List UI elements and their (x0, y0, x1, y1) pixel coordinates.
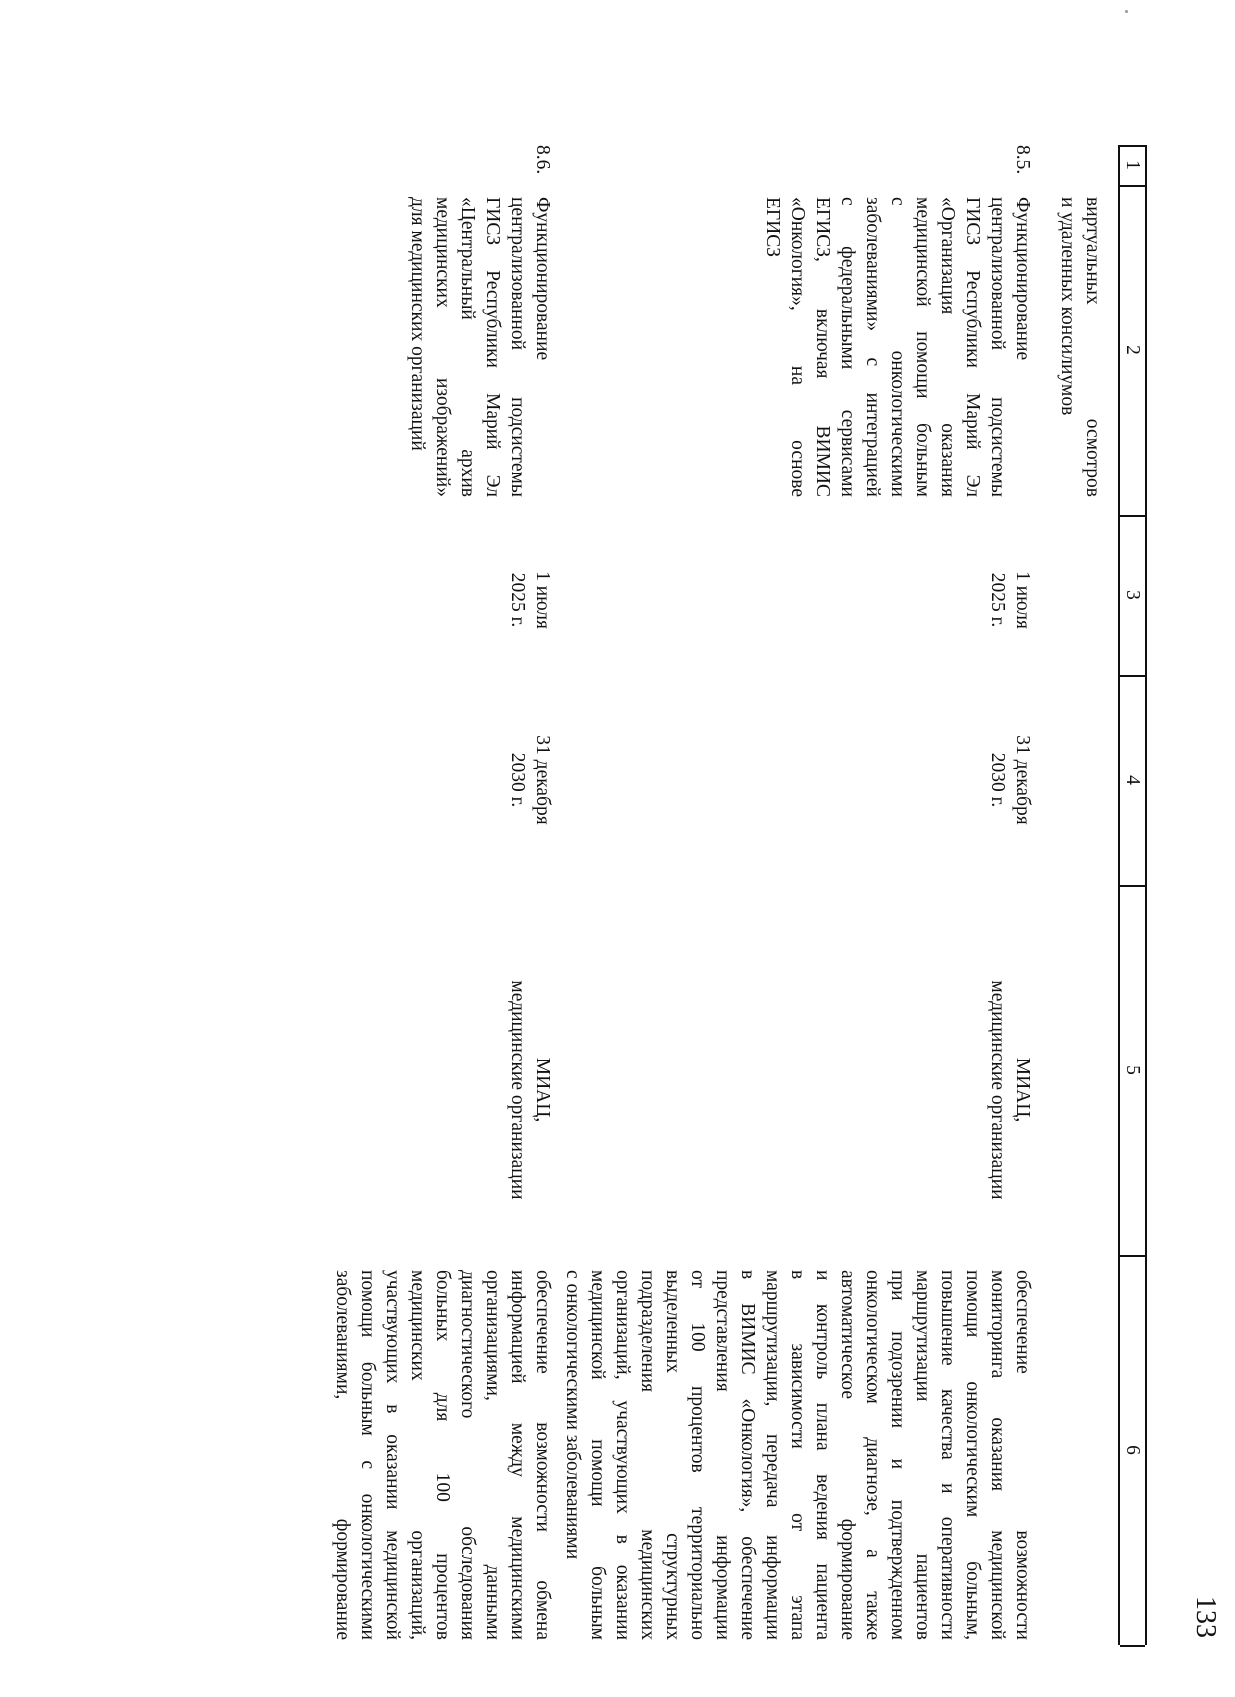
text-line: медицинские организации (987, 980, 1008, 1200)
event-description (405, 197, 555, 497)
event-description (760, 197, 1035, 497)
text-line: маршрутизации пациентов (912, 1270, 933, 1640)
continuation-line: виртуальных осмотров (1082, 197, 1103, 497)
text-line: 2025 г. (507, 572, 528, 628)
text-line: централизованной подсистемы (507, 197, 528, 497)
text-line: с онкологическими заболеваниями (562, 1270, 583, 1560)
text-line: повышение качества и оперативности (937, 1270, 958, 1640)
text-line: маршрутизации, передача информации (762, 1270, 783, 1640)
text-line: с федеральными сервисами (837, 197, 858, 497)
continuation-text (1055, 197, 1105, 497)
text-line: участвующих в оказании медицинской (382, 1270, 403, 1640)
text-line: 31 декабря (532, 735, 553, 825)
column-number-6: 6 (1122, 1445, 1143, 1455)
text-line: информацией между медицинскими (507, 1270, 528, 1640)
responsible-party (505, 925, 555, 1255)
row-number: 8.6. (532, 145, 553, 175)
start-date (505, 545, 555, 655)
text-line: больных для 100 процентов (432, 1270, 453, 1640)
text-line: для медицинских организаций (407, 197, 428, 451)
rotated-document-page (225, 145, 1235, 1695)
page-number: 133 (1190, 1596, 1221, 1638)
end-date (505, 705, 555, 855)
text-line: в зависимости от этапа (787, 1270, 808, 1640)
text-line: медицинских изображений» (432, 197, 453, 497)
column-number-1: 1 (1122, 160, 1143, 170)
column-number-row (1118, 145, 1147, 1645)
scan-speck (1125, 10, 1128, 13)
text-line: медицинской помощи больным (912, 197, 933, 497)
text-line: Функционирование (532, 197, 553, 361)
text-line: организациями, данными (482, 1270, 503, 1640)
text-line: 1 июля (1012, 571, 1033, 629)
text-line: централизованной подсистемы (987, 197, 1008, 497)
text-line: организаций, участвующих в оказании (612, 1270, 633, 1640)
text-line: помощи онкологическим больным, (962, 1270, 983, 1640)
text-line: «Центральный архив (457, 197, 478, 497)
text-line: представления информации (712, 1270, 733, 1640)
column-divider (1120, 1645, 1145, 1647)
text-line: медицинские организации (507, 980, 528, 1200)
text-line: 2025 г. (987, 572, 1008, 628)
text-line: «Онкология», на основе (787, 197, 808, 497)
text-line: 1 июля (532, 571, 553, 629)
text-line: подразделения медицинских (637, 1270, 658, 1640)
text-line: ГИСЗ Республики Марий Эл (482, 197, 503, 497)
start-date (985, 545, 1035, 655)
text-line: при подозрении и подтвержденном (887, 1270, 908, 1640)
column-number-2: 2 (1122, 345, 1143, 355)
column-number-4: 4 (1122, 775, 1143, 785)
text-line: с онкологическими (887, 197, 908, 497)
text-line: 31 декабря (1012, 735, 1033, 825)
text-line: онкологическом диагнозе, а также (862, 1270, 883, 1640)
row-number: 8.5. (1012, 145, 1033, 175)
text-line: 2030 г. (987, 752, 1008, 808)
text-line: мониторинга оказания медицинской (987, 1270, 1008, 1640)
expected-result (560, 1270, 1035, 1640)
text-line: ЕГИСЗ, включая ВИМИС (812, 197, 833, 497)
text-line: заболеваниями, формирование (332, 1270, 353, 1640)
text-line: медицинских организаций, (407, 1270, 428, 1640)
continuation-line: и удаленных консилиумов (1057, 197, 1078, 416)
text-line: обеспечение возможности (1012, 1270, 1033, 1640)
text-line: заболеваниями» с интеграцией (862, 197, 883, 497)
end-date (985, 705, 1035, 855)
text-line: «Организация оказания (937, 197, 958, 497)
text-line: и контроль плана ведения пациента (812, 1270, 833, 1640)
text-line: ГИСЗ Республики Марий Эл (962, 197, 983, 497)
text-line: от 100 процентов территориально (687, 1270, 708, 1640)
text-line: Функционирование (1012, 197, 1033, 361)
text-line: автоматическое формирование (837, 1270, 858, 1640)
column-number-3: 3 (1122, 590, 1143, 600)
column-number-5: 5 (1122, 1065, 1143, 1075)
text-line: МИАЦ, (1012, 1057, 1033, 1123)
text-line: помощи больным с онкологическими (357, 1270, 378, 1640)
expected-result (330, 1270, 555, 1640)
text-line: диагностического обследования (457, 1270, 478, 1640)
text-line: в ВИМИС «Онкология», обеспечение (737, 1270, 758, 1640)
responsible-party (985, 925, 1035, 1255)
text-line: 2030 г. (507, 752, 528, 808)
text-line: медицинской помощи больным (587, 1270, 608, 1640)
text-line: выделенных структурных (662, 1270, 683, 1640)
text-line: ЕГИСЗ (762, 197, 783, 258)
text-line: обеспечение возможности обмена (532, 1270, 553, 1640)
text-line: МИАЦ, (532, 1057, 553, 1123)
